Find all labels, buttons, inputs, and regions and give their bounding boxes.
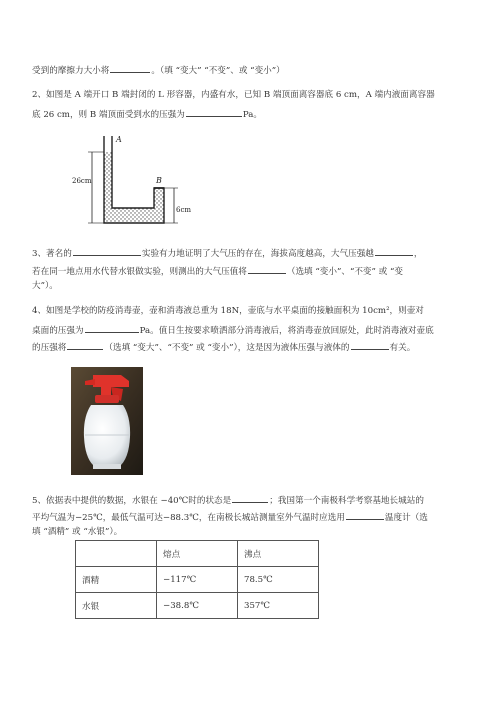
q4-text-c: 的压强将	[32, 343, 67, 353]
table-header-cell: 熔点	[157, 541, 238, 567]
q2-blank[interactable]	[186, 107, 242, 117]
q1-text-b: 。（填 “变大” “不变”、或 “变小”）	[151, 66, 285, 76]
q3-text-c: ，	[413, 249, 423, 259]
q1-text-a: 受到的摩擦力大小将	[32, 66, 110, 76]
q1-blank[interactable]	[110, 63, 150, 73]
table-header-row	[76, 541, 319, 567]
q4-blank-1[interactable]	[85, 323, 139, 333]
q4-line-1: 4、如图是学校的防疫消毒壶，壶和消毒液总重为 18N，壶底与水平桌面的接触面积为 10cm²，则壶对	[32, 306, 424, 316]
table-cell: 357℃	[238, 593, 319, 619]
label-a: A	[116, 135, 122, 144]
melting-boiling-table	[75, 540, 319, 619]
q4-text-e: 有关。	[389, 343, 416, 353]
q3-text-d: 若在同一地点用水代替水银做实验，则测出的大气压值将	[32, 267, 247, 277]
spray-bottle-photo	[71, 367, 143, 475]
q5-text-d: 温度计（选	[384, 513, 428, 523]
q5-text-a: 5、依据表中提供的数据，水银在 −40℃时的状态是	[32, 496, 232, 506]
bottle-cap	[95, 395, 119, 403]
q5-line-3: 填 “酒精” 或 “水银”）。	[32, 527, 123, 537]
q3-text-a: 3、著名的	[32, 249, 72, 259]
q3-blank-3[interactable]	[248, 264, 286, 274]
q3-text-e: （选填 “变小”、“不变” 或 “变	[286, 267, 403, 277]
q3-text-b: 实验有力地证明了大气压的存在，海拔高度越高，大气压强越	[141, 249, 374, 259]
label-b: B	[156, 176, 162, 185]
q4-text-a: 桌面的压强为	[32, 326, 84, 336]
q4-blank-2[interactable]	[67, 340, 103, 350]
q2-line-1: 2、如图是 A 端开口 B 端封闭的 L 形容器，内盛有水，已知 B 端顶面离容器底 6 cm，A 端内液面离容器	[32, 90, 435, 100]
q4-line-3	[32, 340, 415, 354]
q2-text-b: Pa。	[242, 110, 262, 120]
table-header-cell	[76, 541, 157, 567]
l-container-figure	[70, 128, 210, 232]
table-cell: 酒精	[76, 567, 157, 593]
table-header-cell: 沸点	[238, 541, 319, 567]
table-cell: 水银	[76, 593, 157, 619]
q4-line-2	[32, 323, 434, 337]
spray-bottle-image	[71, 367, 143, 475]
label-6cm: 6cm	[176, 206, 192, 214]
q4-blank-3[interactable]	[351, 340, 389, 350]
bottle-base	[93, 464, 121, 469]
table-cell: 78.5℃	[238, 567, 319, 593]
q5-blank-2[interactable]	[346, 510, 384, 520]
q4-text-b: Pa。值日生按要求喷洒部分消毒液后，将消毒壶放回原处，此时消毒液对壶底	[139, 326, 434, 336]
q5-line-2	[32, 510, 428, 524]
q5-text-c: 平均气温为−25℃，最低气温可达−88.3℃，在南极长城站测量室外气温时应选用	[32, 513, 345, 523]
q3-line-2	[32, 264, 403, 278]
q4-text-d: （选填 “变大”、“不变” 或 “变小”），这是因为液体压强与液体的	[104, 343, 350, 353]
q3-line-3: 大”）。	[32, 281, 58, 291]
q1-line-1	[32, 63, 285, 77]
table-cell: −117℃	[157, 567, 238, 593]
q5-line-1	[32, 493, 424, 507]
q3-blank-1[interactable]	[73, 246, 141, 256]
q5-blank-1[interactable]	[232, 493, 268, 503]
table-row	[76, 593, 319, 619]
table-row	[76, 567, 319, 593]
q5-text-b: ；我国第一个南极科学考察基地长城站的	[269, 496, 424, 506]
table-cell: −38.8℃	[157, 593, 238, 619]
q2-line-2	[32, 107, 262, 121]
q3-line-1	[32, 246, 423, 260]
label-26cm: 26cm	[72, 177, 92, 185]
q2-text-a: 底 26 cm，则 B 端顶面受到水的压强为	[32, 110, 185, 120]
l-container-diagram	[70, 128, 210, 232]
q3-blank-2[interactable]	[375, 246, 413, 256]
